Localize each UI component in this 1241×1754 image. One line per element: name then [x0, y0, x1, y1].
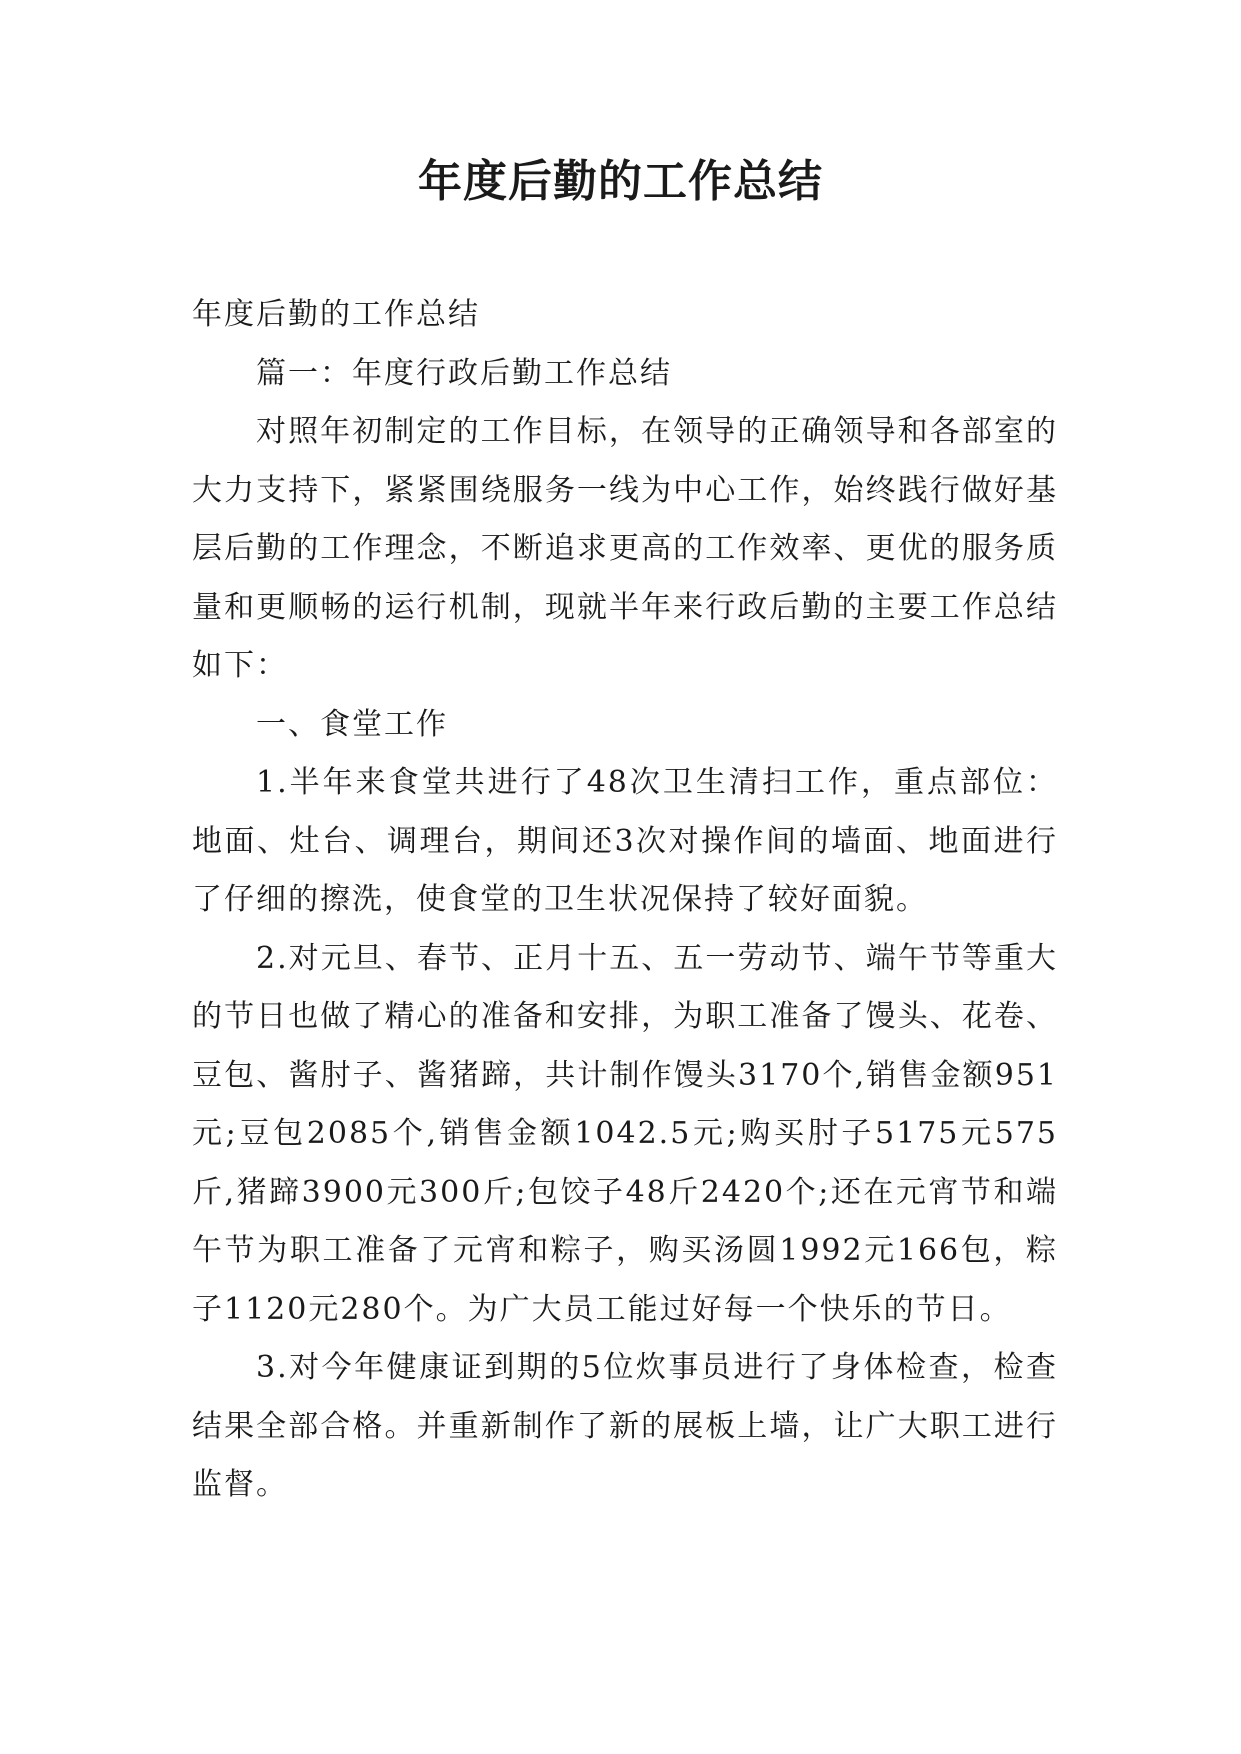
- list-item-2: 2.对元旦、春节、正月十五、五一劳动节、端午节等重大的节日也做了精心的准备和安排，为职工准备了馒头、花卷、豆包、酱肘子、酱猪蹄，共计制作馒头3170个,销售金额951元;豆包2085个,销售金额1042.5元;购买肘子5175元575斤,猪蹄3900元300斤;包饺子48斤2420个;还在元宵节和端午节为职工准备了元宵和粽子，购买汤圆1992元166包，粽子1120元280个。为广大员工能过好每一个快乐的节日。: [192, 940, 1058, 1327]
- section-title: 篇一：年度行政后勤工作总结: [256, 355, 672, 391]
- list-item-1: 1.半年来食堂共进行了48次卫生清扫工作，重点部位：地面、灶台、调理台，期间还3次对操作间的墙面、地面进行了仔细的擦洗，使食堂的卫生状况保持了较好面貌。: [192, 765, 1058, 917]
- document-body: [192, 286, 1058, 1515]
- list-item-3: 3.对今年健康证到期的5位炊事员进行了身体检查，检查结果全部合格。并重新制作了新的展板上墙，让广大职工进行监督。: [192, 1350, 1058, 1502]
- subsection-heading: 一、食堂工作: [256, 706, 448, 742]
- document-title: 年度后勤的工作总结: [418, 156, 823, 207]
- intro-paragraph: 对照年初制定的工作目标，在领导的正确领导和各部室的大力支持下，紧紧围绕服务一线为中心工作，始终践行做好基层后勤的工作理念，不断追求更高的工作效率、更优的服务质量和更顺畅的运行机制，现就半年来行政后勤的主要工作总结如下：: [192, 414, 1058, 683]
- body-heading: 年度后勤的工作总结: [192, 297, 480, 332]
